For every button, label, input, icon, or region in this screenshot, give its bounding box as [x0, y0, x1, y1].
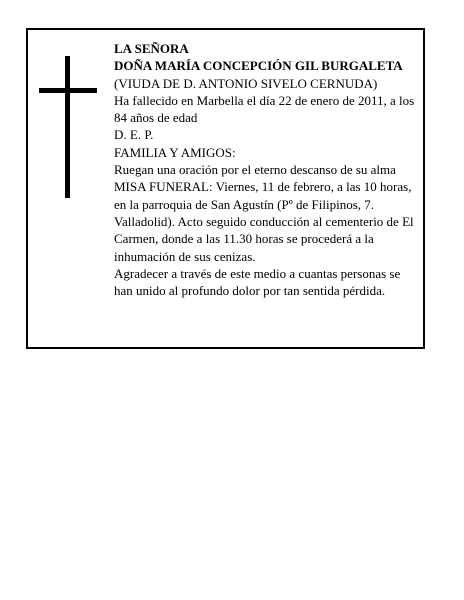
death-announcement: Ha fallecido en Marbella el día 22 de enero de 2011, a los 84 años de edad [114, 92, 415, 126]
cross-horizontal-bar [39, 88, 97, 93]
cross-vertical-bar [65, 56, 70, 198]
notice-text-block [114, 40, 422, 299]
notice-title-line1: LA SEÑORA [114, 41, 189, 56]
deceased-name: DOÑA MARÍA CONCEPCIÓN GIL BURGALETA [114, 58, 403, 74]
cross-icon [39, 56, 97, 198]
prayer-request: Ruegan una oración por el eterno descanso de su alma [114, 162, 396, 178]
thanks-message: Agradecer a través de este medio a cuantas personas se han unido al profundo dolor por tan sentida pérdida. [114, 265, 401, 299]
rest-in-peace: D. E. P. [114, 127, 154, 143]
addressee-line: FAMILIA Y AMIGOS: [114, 144, 236, 160]
widow-of-line: (VIUDA DE D. ANTONIO SIVELO CERNUDA) [114, 75, 378, 91]
obituary-notice [26, 28, 425, 349]
funeral-mass-details: MISA FUNERAL: Viernes, 11 de febrero, a las 10 horas, en la parroquia de San Agustín (Pº de Filipinos, 7. Valladolid). Acto seguido conducción al cementerio de El Carmen, donde a las 11.30 horas se procederá a la inhumación de sus cenizas. [114, 179, 414, 264]
